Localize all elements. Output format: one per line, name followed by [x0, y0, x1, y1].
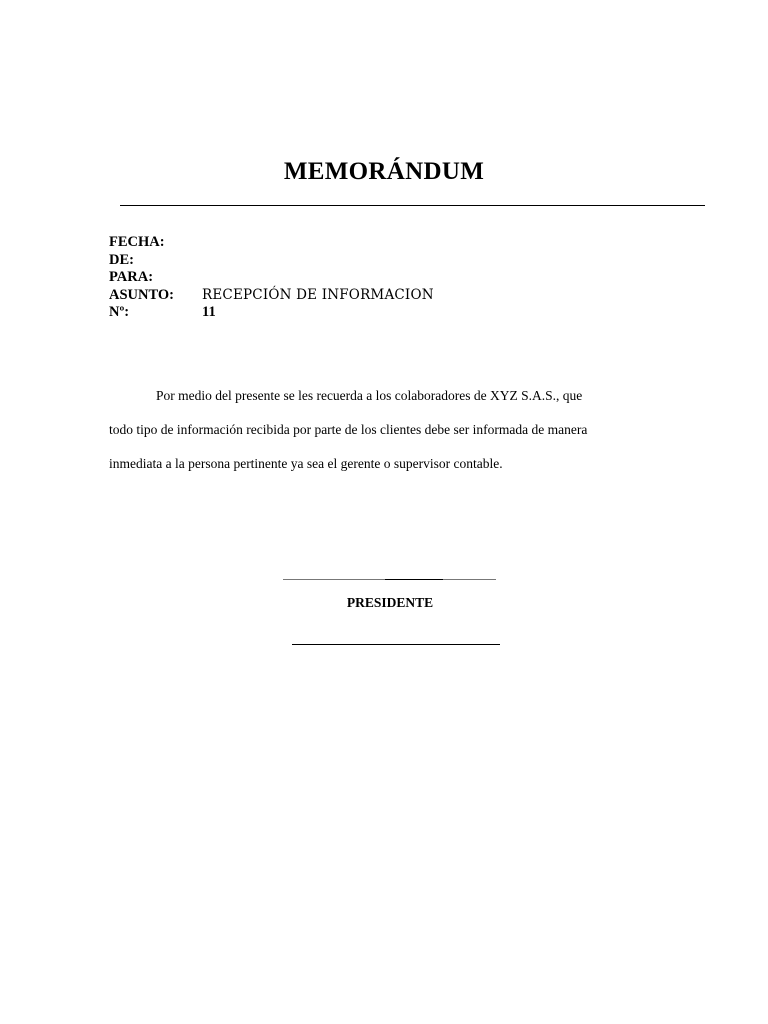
field-row-to	[109, 269, 434, 287]
field-row-from	[109, 252, 434, 270]
field-label-to: PARA:	[109, 269, 154, 285]
field-label-from: DE:	[109, 251, 134, 268]
body-line-3: inmediata a la persona pertinente ya sea el gerente o supervisor contable.	[109, 456, 503, 471]
signature-line-emphasis	[385, 579, 443, 580]
memo-title: MEMORÁNDUM	[283, 158, 485, 185]
field-label-subject: ASUNTO:	[109, 286, 174, 303]
memo-header-fields	[109, 234, 434, 322]
body-line-1: Por medio del presente se les recuerda a los colaboradores de XYZ S.A.S., que	[156, 388, 583, 403]
body-line-2: todo tipo de información recibida por parte de los clientes debe ser informada de manera	[109, 422, 588, 437]
field-value-number: 11	[202, 304, 216, 320]
field-row-date	[109, 234, 434, 252]
field-value-subject: RECEPCIÓN DE INFORMACION	[202, 286, 434, 303]
field-row-subject	[109, 287, 434, 305]
memo-body	[109, 379, 659, 481]
field-label-number: Nº:	[109, 304, 130, 320]
signature-underline	[292, 644, 500, 645]
title-divider	[120, 205, 705, 206]
signature-title: PRESIDENTE	[346, 595, 434, 610]
field-label-date: FECHA:	[109, 234, 165, 250]
signature-line	[283, 579, 496, 580]
field-row-number	[109, 304, 434, 322]
